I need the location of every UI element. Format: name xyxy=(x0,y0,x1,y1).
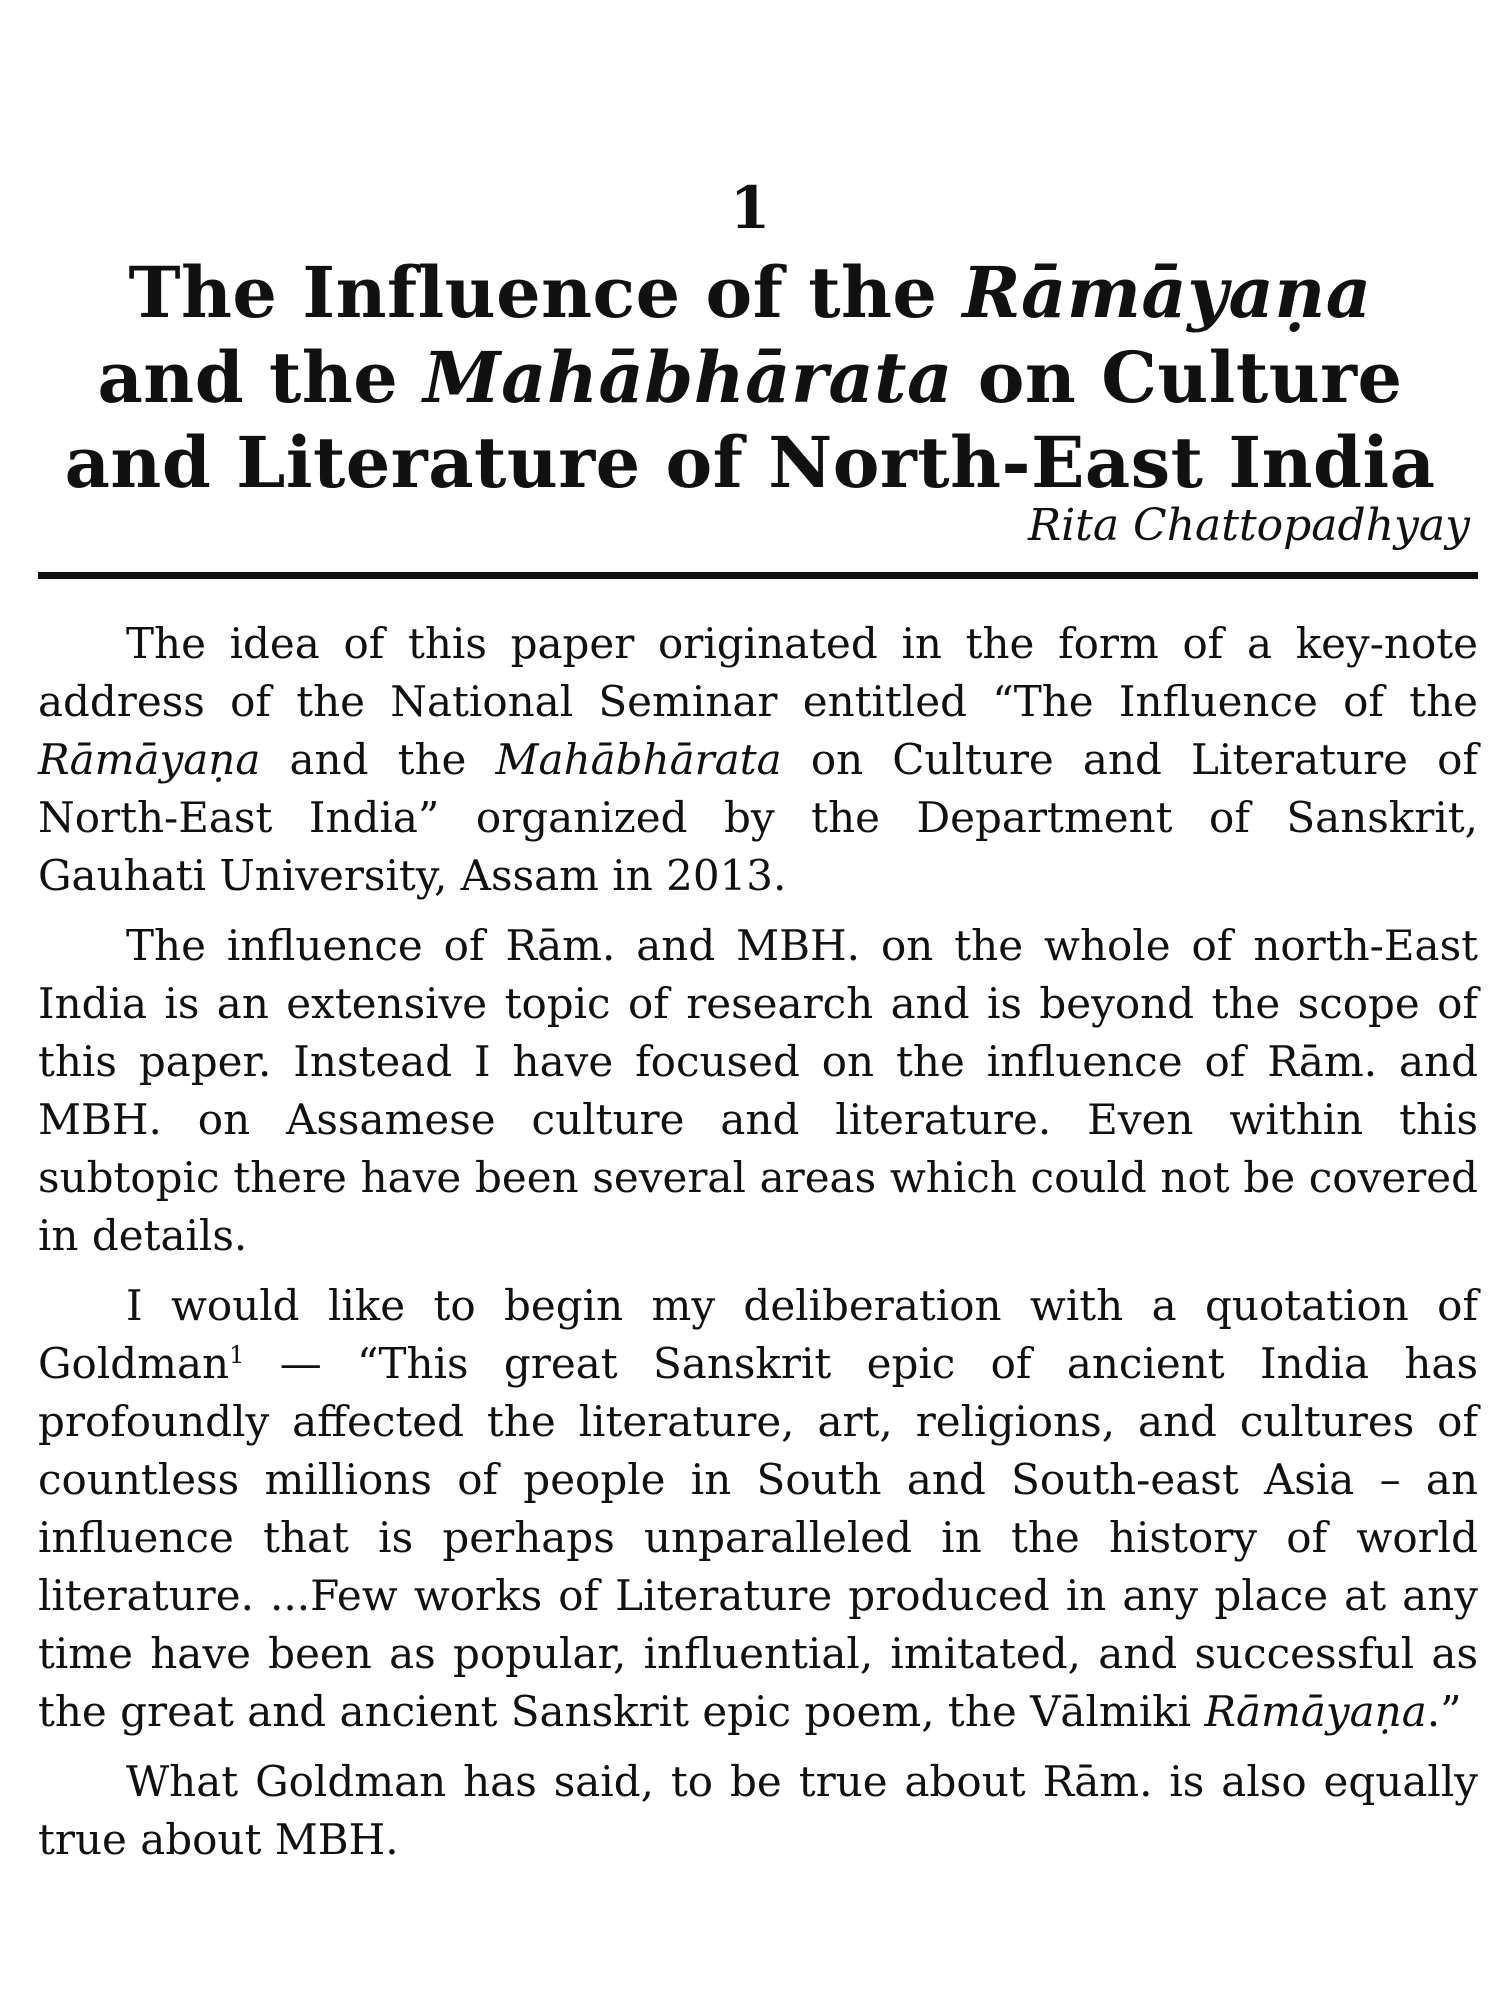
title-text: and the xyxy=(97,336,424,419)
title-text: The Influence of the xyxy=(128,251,963,334)
paragraph-2: The influence of Rām. and MBH. on the whole of north-East India is an extensive topic of research and is beyond the scope of this paper. Instead I have focused on the influence of Rām. and MBH. on Assamese culture and literature. Even within this subtopic there have been several areas which could not be covered in details. xyxy=(38,921,1478,1260)
text: I would like to begin my deliberation with a quotation of Goldman xyxy=(38,1281,1478,1388)
footnote-marker: 1 xyxy=(229,1341,245,1369)
text: on Culture and Literature of North-East India” organized by the Department of Sanskrit, Gauhati University, Assam in 2013. xyxy=(38,735,1478,900)
text-mahabharata: Mahābhārata xyxy=(495,735,782,784)
text: and the xyxy=(260,735,496,784)
chapter-title xyxy=(60,250,1440,505)
chapter-number: 1 xyxy=(729,174,771,242)
text: The idea of this paper originated in the form of a key-note address of the National Seminar entitled “The Influence of the xyxy=(38,619,1478,726)
paragraph-1 xyxy=(38,615,1478,905)
title-text: on Culture and Literature of North-East India xyxy=(64,336,1436,504)
text-ramayana: Rāmāyaṇa xyxy=(1204,1687,1427,1736)
title-mahabharata: Mahābhārata xyxy=(423,336,953,419)
title-ramayana: Rāmāyaṇa xyxy=(962,251,1372,334)
text-ramayana: Rāmāyaṇa xyxy=(38,735,261,784)
paragraph-3 xyxy=(38,1277,1478,1741)
body-text xyxy=(38,615,1478,1881)
text: .” xyxy=(1426,1687,1462,1736)
title-divider xyxy=(38,572,1478,579)
author-name: Rita Chattopadhyay xyxy=(1027,500,1470,551)
paragraph-4: What Goldman has said, to be true about Rām. is also equally true about MBH. xyxy=(38,1757,1478,1864)
text: — “This great Sanskrit epic of ancient India has profoundly affected the literature, art, religions, and cultures of countless millions of people in South and South-east Asia – an influence that is perhaps unparalleled in the history of world literature. ...Few works of Literature produced in any place at any time have been as popular, influential, imitated, and successful as the great and ancient Sanskrit epic poem, the Vālmiki xyxy=(38,1339,1478,1736)
